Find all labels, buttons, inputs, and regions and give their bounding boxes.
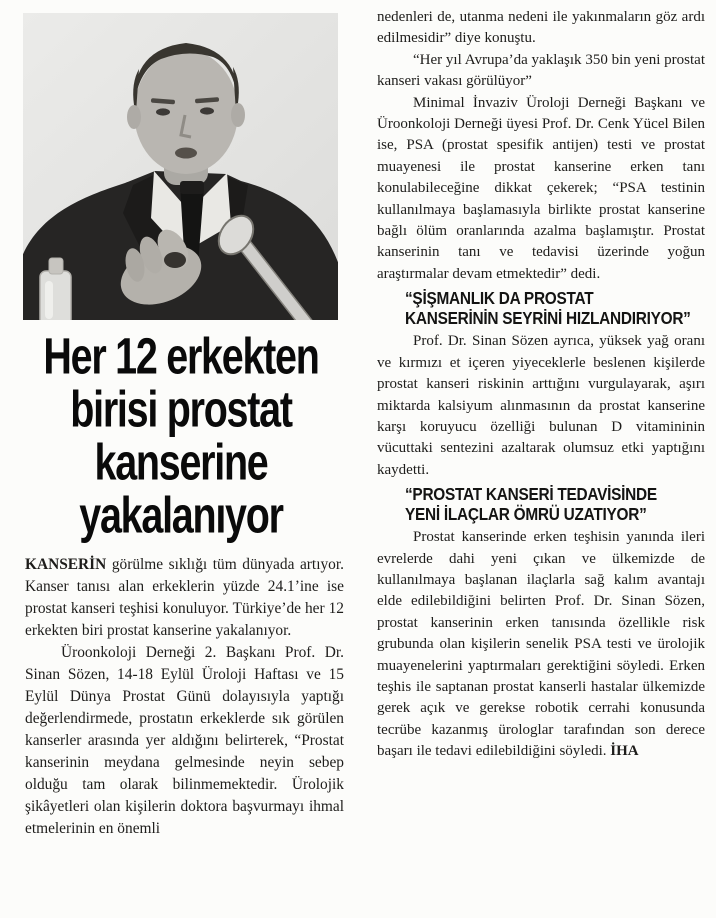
left-column (10, 0, 352, 918)
paragraph-treatment (377, 527, 705, 762)
headline-line-1: Her 12 erkekten (43, 326, 319, 385)
subheadline-new-drugs-line-2: YENİ İLAÇLAR ÖMRÜ UZATIYOR” (405, 504, 647, 525)
subheadline-new-drugs (405, 484, 669, 524)
press-photo-illustration (23, 13, 338, 320)
right-column-body (377, 7, 705, 763)
subheadline-obesity-line-2: KANSERİNİN SEYRİNİ HIZLANDIRIYOR” (405, 308, 691, 329)
paragraph-intro (25, 554, 344, 642)
paragraph-diet-risk: Prof. Dr. Sinan Sözen ayrıca, yüksek yağ oranı ve kırmızı et içeren yiyeceklerle beslenen kişilerde prostat kanseri riskinin arttığını vurgulayarak, aşırı miktarda kalsiyum alınmasının da prostat kanserine karşı koruyucu özelliği bulunan D vitamininin vücuttaki sentezini azaltarak olumsuz etki yaptığını kaydetti. (377, 333, 705, 478)
paragraph-bilen-psa: Minimal İnvaziv Üroloji Derneği Başkanı ve Üroonkoloji Derneği üyesi Prof. Dr. Cenk Yücel Bilen ise, PSA (prostat spesifik antijen) testi ve prostat muayenesi ile prostat kanserine erken tanı konulabileceğine dikkat çekerek; “PSA testinin kullanılmaya başlamasıyla birlikte prostat kanserine bağlı ölüm oranlarında azalma başlamıştır. Prostat kanserinin tanı ve tedavisi üzerinde yoğun araştırmalar devam etmektedir” dedi. (377, 94, 705, 282)
article-headline (10, 326, 352, 544)
paragraph-continuation: nedenleri de, utanma nedeni ile yakınmaların göz ardı edilmesidir” diye konuştu. (377, 9, 705, 47)
paragraph-europe-quote: “Her yıl Avrupa’da yaklaşık 350 bin yeni prostat kanseri vakası görülüyor” (377, 51, 705, 90)
subheadline-new-drugs-line-1: “PROSTAT KANSERİ TEDAVİSİNDE (405, 484, 657, 505)
article-photo (23, 13, 338, 320)
news-agency-credit: İHA (610, 743, 639, 760)
paragraph-sozen-statement: Üroonkoloji Derneği 2. Başkanı Prof. Dr. Sinan Sözen, 14-18 Eylül Üroloji Haftası ve 15 Eylül Dünya Prostat Günü dolayısıyla yaptığı değerlendirmede, prostatın erkeklerde sık görülen kanserler arasında yer aldığını belirterek, “Prostat kanserinin meydana gelmesinde neyin sebep olduğu tam olarak bilinmemektedir. Ürolojik şikâyetleri olan kişilerin doktora başvurmayı ihmal etmelerinin en önemli (25, 644, 344, 837)
left-column-body (25, 554, 344, 840)
lead-word: KANSERİN (25, 556, 107, 573)
right-column (377, 7, 705, 912)
paragraph-treatment-text: Prostat kanserinde erken teşhisin yanında ileri evrelerde dahi yeni çıkan ve ülkemizde de kullanılmaya başlanan ilaçlarla sağ kalım avantajı elde edilebildiğini belirten Prof. Dr. Sinan Sözen, prostat kanserinin erken tanısında özellikle risk grubunda olan kişilerin senelik PSA testi ve ürolojik muayenelerini yaptırmaları gerektiğini söyledi. Erken teşhis ile saptanan prostat kanserli hastalar ülkemizde gerek açık ve gerekse robotik cerrahi konusunda tecrübe kazanmış ürologlar tarafından son derece başarı ile tedavi edilebildiğini söyledi. (377, 529, 705, 760)
headline-line-2: birisi prostat (70, 379, 292, 438)
headline-line-3: kanserine (94, 432, 268, 491)
subheadline-obesity-line-1: “ŞİŞMANLIK DA PROSTAT (405, 288, 594, 309)
headline-line-4: yakalanıyor (79, 485, 283, 544)
subheadline-obesity (405, 288, 691, 329)
paragraph-intro-text: görülme sıklığı tüm dünyada artıyor. Kanser tanısı alan erkeklerin yüzde 24.1’ine ise prostat kanseri teşhisi konuluyor. Türkiye’de her 12 erkekten biri prostat kanserine yakalanıyor. (25, 556, 344, 639)
